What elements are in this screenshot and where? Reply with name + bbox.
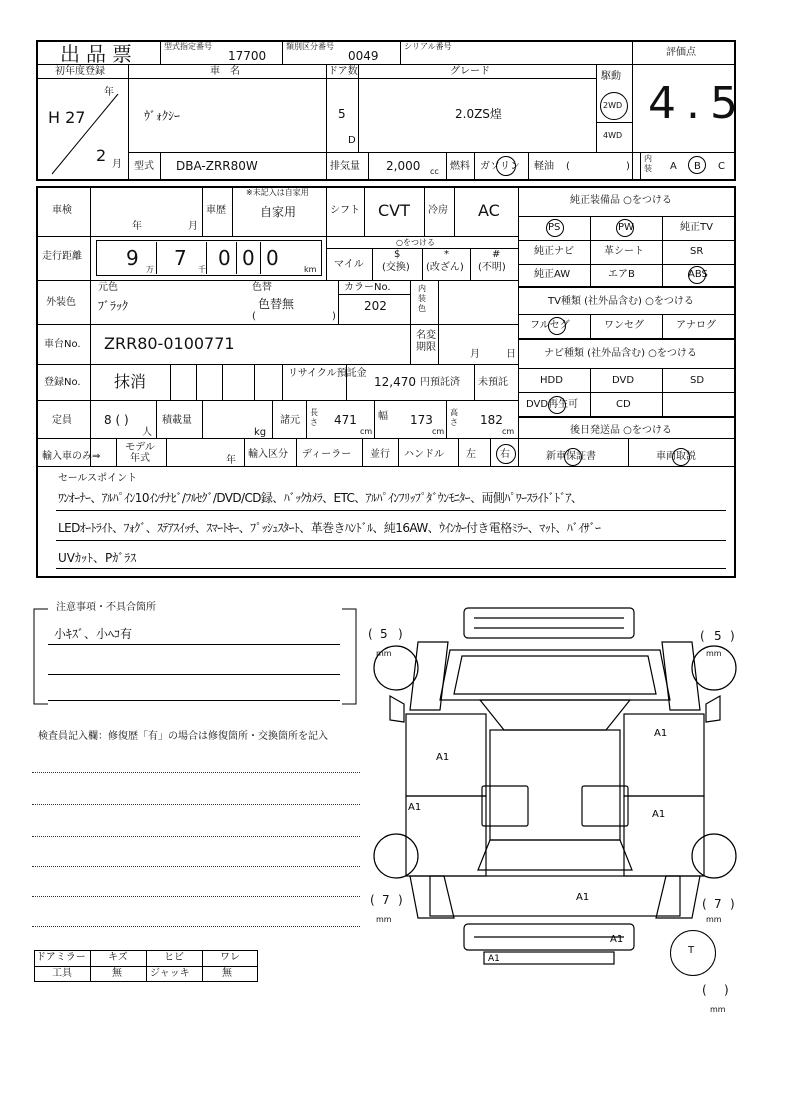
equip-abs-circle: [688, 266, 706, 284]
model-year-unit: 年: [226, 455, 236, 466]
handle-right: 右: [500, 449, 510, 460]
paren-left: (: [566, 161, 570, 172]
sen-unit: 千: [198, 265, 206, 274]
navi-sd: SD: [690, 375, 705, 386]
drive-label: 駆動: [601, 71, 621, 82]
class-no-label: 類別区分番号: [286, 42, 334, 51]
mileage-d5: 0: [266, 246, 279, 270]
docs-warranty: 新車保証書: [546, 451, 596, 462]
tv-fullseg: フルセグ: [530, 320, 570, 331]
notes-line-1: 小ｷｽﾞ、小ﾍｺ有: [54, 627, 133, 641]
legend-h4: ワレ: [220, 952, 240, 963]
tread-fl-close: ): [398, 627, 403, 641]
interior-a: A: [670, 161, 677, 172]
mileage-d2: 7: [174, 246, 187, 270]
equip-ps-circle: [546, 219, 564, 237]
legend-r2: 無: [112, 968, 122, 979]
repaint-label: 色替: [252, 282, 272, 293]
capacity: 8 ( ): [104, 413, 129, 427]
name-change-month: 月: [470, 349, 480, 360]
mileage-tamper: (改ざん): [426, 262, 464, 273]
first-reg-year: H 27: [48, 108, 86, 127]
drive-2wd: 2WD: [603, 101, 623, 110]
interior-b-circle: [688, 156, 706, 174]
car-name-label: 車 名: [210, 66, 240, 77]
kg-unit: kg: [254, 427, 267, 438]
model-label: 型式: [134, 161, 154, 172]
tv-analog: アナログ: [676, 320, 716, 331]
repaint: 色替無: [258, 297, 295, 311]
door-type: D: [348, 135, 356, 146]
mileage-swap-sym: $: [394, 249, 401, 260]
damage-mark: A1: [408, 802, 422, 813]
first-reg-label: 初年度登録: [55, 66, 105, 77]
legend-r1: 工具: [52, 968, 72, 979]
name-change-label: 名変期限: [416, 330, 436, 353]
color-no: 202: [364, 299, 387, 313]
tread-rr: 7: [714, 897, 722, 911]
width: 173: [410, 413, 433, 427]
navi-hdd: HDD: [540, 375, 563, 386]
mileage-d4: 0: [242, 246, 255, 270]
drive-4wd: 4WD: [603, 131, 623, 140]
fuel-gasoline: ガソリン: [480, 161, 520, 172]
mileage-d3: 0: [218, 246, 231, 270]
first-reg-month: 2: [96, 146, 107, 165]
tread-rl-open: (: [370, 893, 375, 907]
displacement-label: 排気量: [330, 161, 360, 172]
equip-abs: ABS: [688, 269, 708, 280]
history: 自家用: [260, 205, 297, 219]
interior-b: B: [694, 161, 701, 172]
tread-fl-mm: mm: [376, 649, 392, 658]
docs-title: 後日発送品 ○をつける: [570, 425, 672, 436]
color-no-label: カラーNo.: [344, 282, 391, 293]
mileage-label: 走行距離: [42, 251, 82, 262]
chassis-label: 車台No.: [44, 339, 81, 350]
fuel-label: 燃料: [450, 161, 470, 172]
orig-color: ﾌﾞﾗｯｸ: [98, 299, 129, 313]
name-change-day: 日: [506, 349, 516, 360]
tread-rl-close: ): [398, 893, 403, 907]
equip-airbag: エアB: [608, 269, 635, 280]
km-unit: km: [304, 265, 317, 274]
chassis-no: ZRR80-0100771: [104, 334, 235, 353]
month-unit: 月: [112, 159, 122, 170]
shift: CVT: [378, 201, 410, 220]
equip-tv: 純正TV: [680, 222, 713, 233]
tread-fr-mm: mm: [706, 649, 722, 658]
first-reg-slash-icon: [50, 92, 120, 176]
navi-dvd: DVD: [612, 375, 635, 386]
equip-sr: SR: [690, 246, 704, 257]
docs-manual-circle: [672, 448, 690, 466]
fuel-circle: [496, 156, 516, 176]
equip-title: 純正装備品 ○をつける: [570, 195, 672, 206]
width-label: 幅: [378, 411, 388, 422]
import-dealer: ディーラー: [302, 449, 352, 460]
navi-title: ナビ種類 (社外品含む) ○をつける: [544, 348, 697, 359]
rating-value: 4.5: [648, 78, 748, 129]
legend-h1: ドアミラー: [36, 952, 86, 963]
equip-leather: 革シート: [604, 246, 644, 257]
height-cm: cm: [502, 427, 515, 436]
damage-mark: A1: [576, 892, 590, 903]
color-label: 外装色: [46, 297, 76, 308]
notes-label: 注意事項・不具合箇所: [56, 602, 156, 613]
damage-mark: A1: [654, 728, 668, 739]
man-unit: 万: [146, 265, 154, 274]
import-label: 輸入車のみ⇒: [42, 451, 101, 462]
type-no: 17700: [228, 49, 267, 63]
navi-cd: CD: [616, 399, 631, 410]
recycle-label: リサイクル預託金: [288, 368, 367, 379]
tread-rr-close: ): [730, 897, 735, 911]
mileage-d1: 9: [126, 246, 139, 270]
length-cm: cm: [360, 427, 373, 436]
load-label: 積載量: [162, 415, 192, 426]
tread-rl: 7: [382, 893, 390, 907]
equip-pw: PW: [618, 222, 634, 233]
year-unit: 年: [104, 87, 114, 98]
damage-mark: A1: [436, 752, 450, 763]
repaint-paren-l: (: [252, 311, 256, 322]
serial-label: シリアル番号: [404, 42, 452, 51]
handle-left: 左: [466, 449, 476, 460]
legend-r4: 無: [222, 968, 232, 979]
fuel-diesel: 軽油: [534, 161, 554, 172]
reg-no: 抹消: [114, 372, 147, 391]
recycle-amount: 12,470: [374, 375, 416, 389]
import-parallel: 並行: [370, 449, 390, 460]
width-cm: cm: [432, 427, 445, 436]
type-no-label: 型式指定番号: [164, 42, 212, 51]
sales-line-3: UVｶｯﾄ、Pｶﾞﾗｽ: [58, 551, 137, 565]
equip-pw-circle: [616, 219, 634, 237]
equip-navi: 純正ナビ: [534, 246, 574, 257]
navi-dvd-play-circle: [548, 396, 566, 414]
sales-line-2: LEDｵｰﾄﾗｲﾄ、ﾌｫｸﾞ、ｽﾃｱｽｲｯﾁ、ｽﾏｰﾄｷｰ、ﾌﾟｯｼｭｽﾀｰﾄ、革巻きﾊﾝﾄﾞﾙ、純16AW、ｳｲﾝｶｰ付き電格ﾐﾗｰ、ﾏｯﾄ、ﾊﾞｲｻﾞｰ: [58, 521, 601, 535]
equip-aw: 純正AW: [534, 269, 571, 280]
inspection-month-unit: 月: [188, 221, 198, 232]
tread-fl: 5: [380, 627, 388, 641]
reg-no-label: 登録No.: [44, 377, 81, 388]
ac-label: 冷房: [428, 205, 448, 216]
capacity-label: 定員: [52, 415, 72, 426]
tv-oneseg: ワンセグ: [604, 320, 644, 331]
legend-h3: ヒビ: [164, 952, 184, 963]
tread-rl-mm: mm: [376, 915, 392, 924]
sales-label: セールスポイント: [58, 473, 138, 484]
paren-right: ): [626, 161, 630, 172]
history-label: 車歴: [206, 205, 226, 216]
model-year-label: モデル年式: [125, 442, 155, 464]
person-unit: 人: [142, 427, 152, 438]
recycle-unpaid: 未預託: [478, 377, 508, 388]
form-title: 出品票: [60, 42, 138, 66]
inspector-label: 検査員記入欄：修復歴「有」の場合は修復箇所・交換箇所を記入: [38, 731, 328, 742]
damage-mark: A1: [652, 809, 666, 820]
car-name: ｳﾞｫｸｼｰ: [144, 109, 181, 123]
inspection-year-unit: 年: [132, 221, 142, 232]
tv-fullseg-circle: [548, 317, 566, 335]
tread-fr: 5: [714, 629, 722, 643]
orig-color-label: 元色: [98, 282, 118, 293]
handle-right-circle: [496, 444, 516, 464]
tread-fl-open: (: [368, 627, 373, 641]
repaint-paren-r: ): [332, 311, 336, 322]
grade: 2.0ZS煌: [455, 107, 502, 121]
legend-h2: キズ: [108, 952, 128, 963]
equip-ps: PS: [548, 222, 561, 233]
damage-mark: A1: [610, 934, 624, 945]
height: 182: [480, 413, 503, 427]
docs-warranty-circle: [564, 448, 582, 466]
handle-label: ハンドル: [404, 449, 444, 460]
history-note: ※未記入は自家用: [246, 188, 309, 197]
grade-label: グレード: [450, 66, 490, 77]
mile-circle-note: ○をつける: [396, 238, 435, 247]
spare-mm: mm: [710, 1005, 726, 1014]
tread-rr-open: (: [702, 897, 707, 911]
recycle-paid: 円預託済: [420, 377, 460, 388]
spare-tire-label: T: [688, 945, 695, 956]
rating-label: 評価点: [666, 47, 696, 58]
ac: AC: [478, 201, 500, 220]
class-no: 0049: [348, 49, 379, 63]
docs-manual: 車両取説: [656, 451, 696, 462]
legend-r3: ジャッキ: [150, 968, 190, 979]
dims-label: 諸元: [280, 415, 300, 426]
tv-title: TV種類 (社外品含む) ○をつける: [548, 296, 694, 307]
model: DBA-ZRR80W: [176, 159, 258, 173]
tread-fr-open: (: [700, 629, 705, 643]
length-label: 長さ: [310, 408, 318, 427]
inspection-label: 車検: [52, 205, 72, 216]
shift-label: シフト: [330, 205, 360, 216]
damage-mark: A1: [488, 954, 500, 964]
doors-label: ドア数: [328, 66, 358, 77]
mileage-swap: (交換): [382, 262, 410, 273]
doors: 5: [338, 107, 346, 121]
height-label: 高さ: [450, 408, 458, 427]
cc-unit: cc: [430, 167, 439, 176]
car-diagram: [370, 600, 740, 980]
spare-open: (: [702, 983, 707, 997]
mile: マイル: [334, 259, 364, 270]
length: 471: [334, 413, 357, 427]
import-type-label: 輸入区分: [248, 449, 288, 460]
int-color-label: 内装色: [418, 284, 426, 313]
notes-bracket: [30, 606, 360, 708]
navi-dvd-play: DVD再生可: [526, 399, 579, 410]
mileage-tamper-sym: *: [444, 249, 449, 260]
tread-rr-mm: mm: [706, 915, 722, 924]
mileage-unknown-sym: #: [492, 249, 501, 260]
tread-fr-close: ): [730, 629, 735, 643]
interior-label: 内装: [644, 154, 652, 173]
interior-c: C: [718, 161, 725, 172]
displacement: 2,000: [386, 159, 421, 173]
mileage-unknown: (不明): [478, 262, 506, 273]
sales-line-1: ﾜﾝｵｰﾅｰ、ｱﾙﾊﾟｲﾝ10ｲﾝﾁﾅﾋﾞ/ﾌﾙｾｸﾞ/DVD/CD録、ﾊﾞｯｸｶﾒﾗ、ETC、ｱﾙﾊﾟｲﾝﾌﾘｯﾌﾟﾀﾞｳﾝﾓﾆﾀｰ、両側ﾊﾟﾜｰｽﾗｲﾄﾞﾄﾞｱ、: [58, 491, 583, 505]
spare-close: ): [724, 983, 729, 997]
